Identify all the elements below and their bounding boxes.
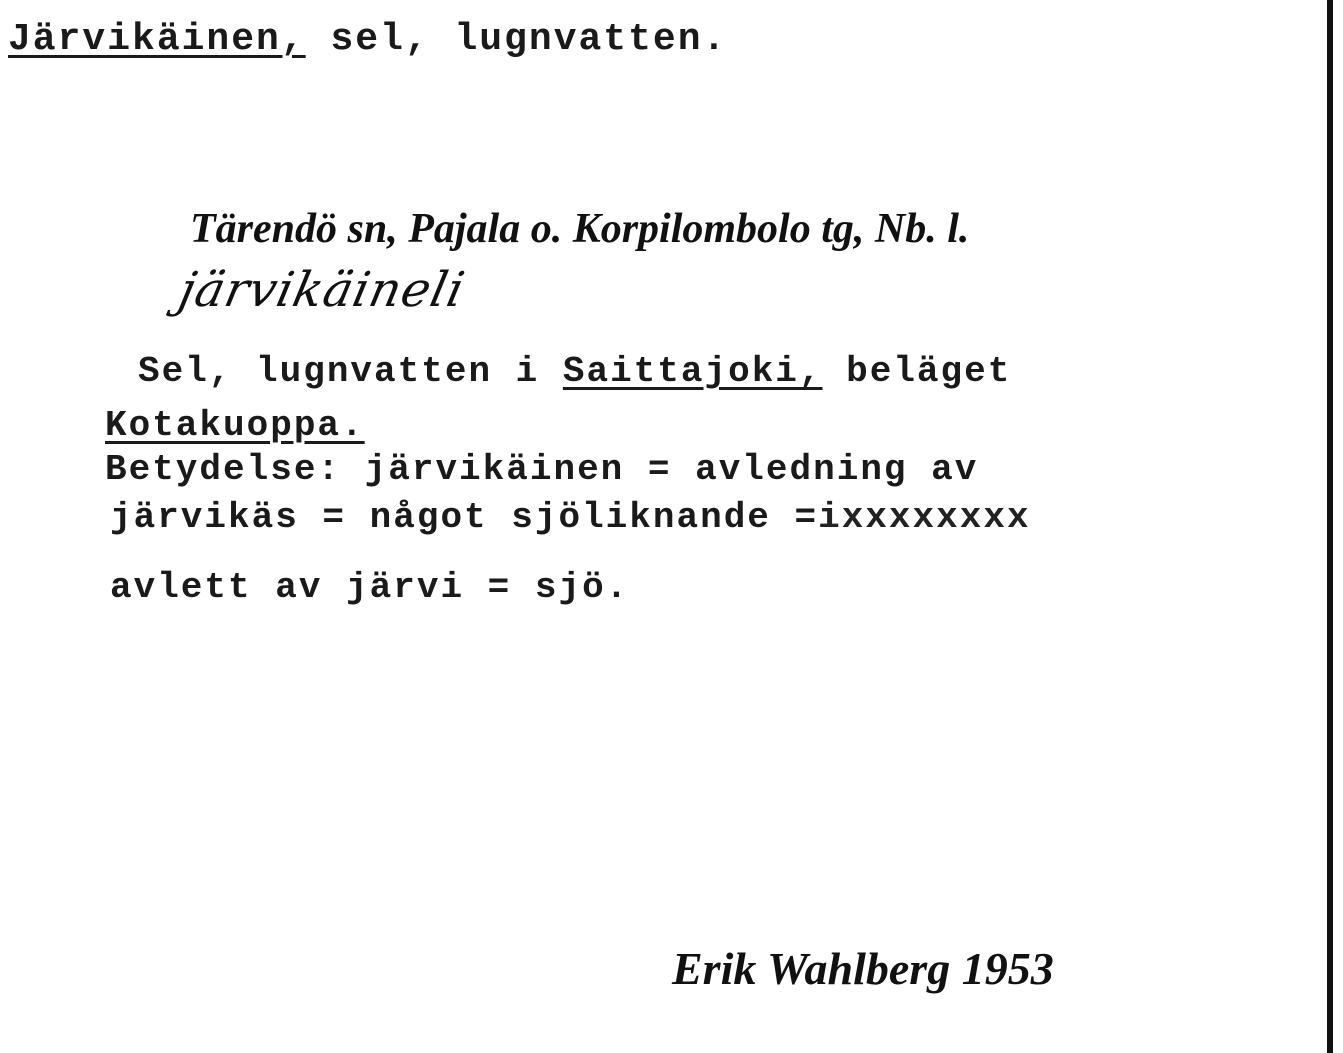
body-line-1-end: beläget <box>822 351 1012 392</box>
body-line-1-start: Sel, lugnvatten i <box>138 351 563 392</box>
headword-definition: sel, lugnvatten. <box>305 18 728 61</box>
headword: Järvikäinen, <box>8 18 306 61</box>
place-reference: Tärendö sn, Pajala o. Korpilombolo tg, Nb. l. <box>190 206 970 252</box>
location-name: Kotakuoppa. <box>105 405 365 446</box>
body-line-4-start: järvikäs = något sjöliknande = <box>110 497 819 538</box>
body-line-4 <box>110 492 1031 544</box>
struck-out-text: ixxxxxxxx <box>818 497 1031 538</box>
body-line-3: Betydelse: järvikäinen = avledning av <box>105 449 979 490</box>
author-signature: Erik Wahlberg 1953 <box>672 943 1054 994</box>
handwritten-form: järvikäineli <box>174 262 470 318</box>
river-name: Saittajoki, <box>562 351 823 392</box>
headword-line <box>8 18 727 61</box>
body-line-5: avlett av järvi = sjö. <box>110 567 630 608</box>
body-line-1 <box>138 346 1011 398</box>
card-edge-border <box>1327 0 1333 1053</box>
